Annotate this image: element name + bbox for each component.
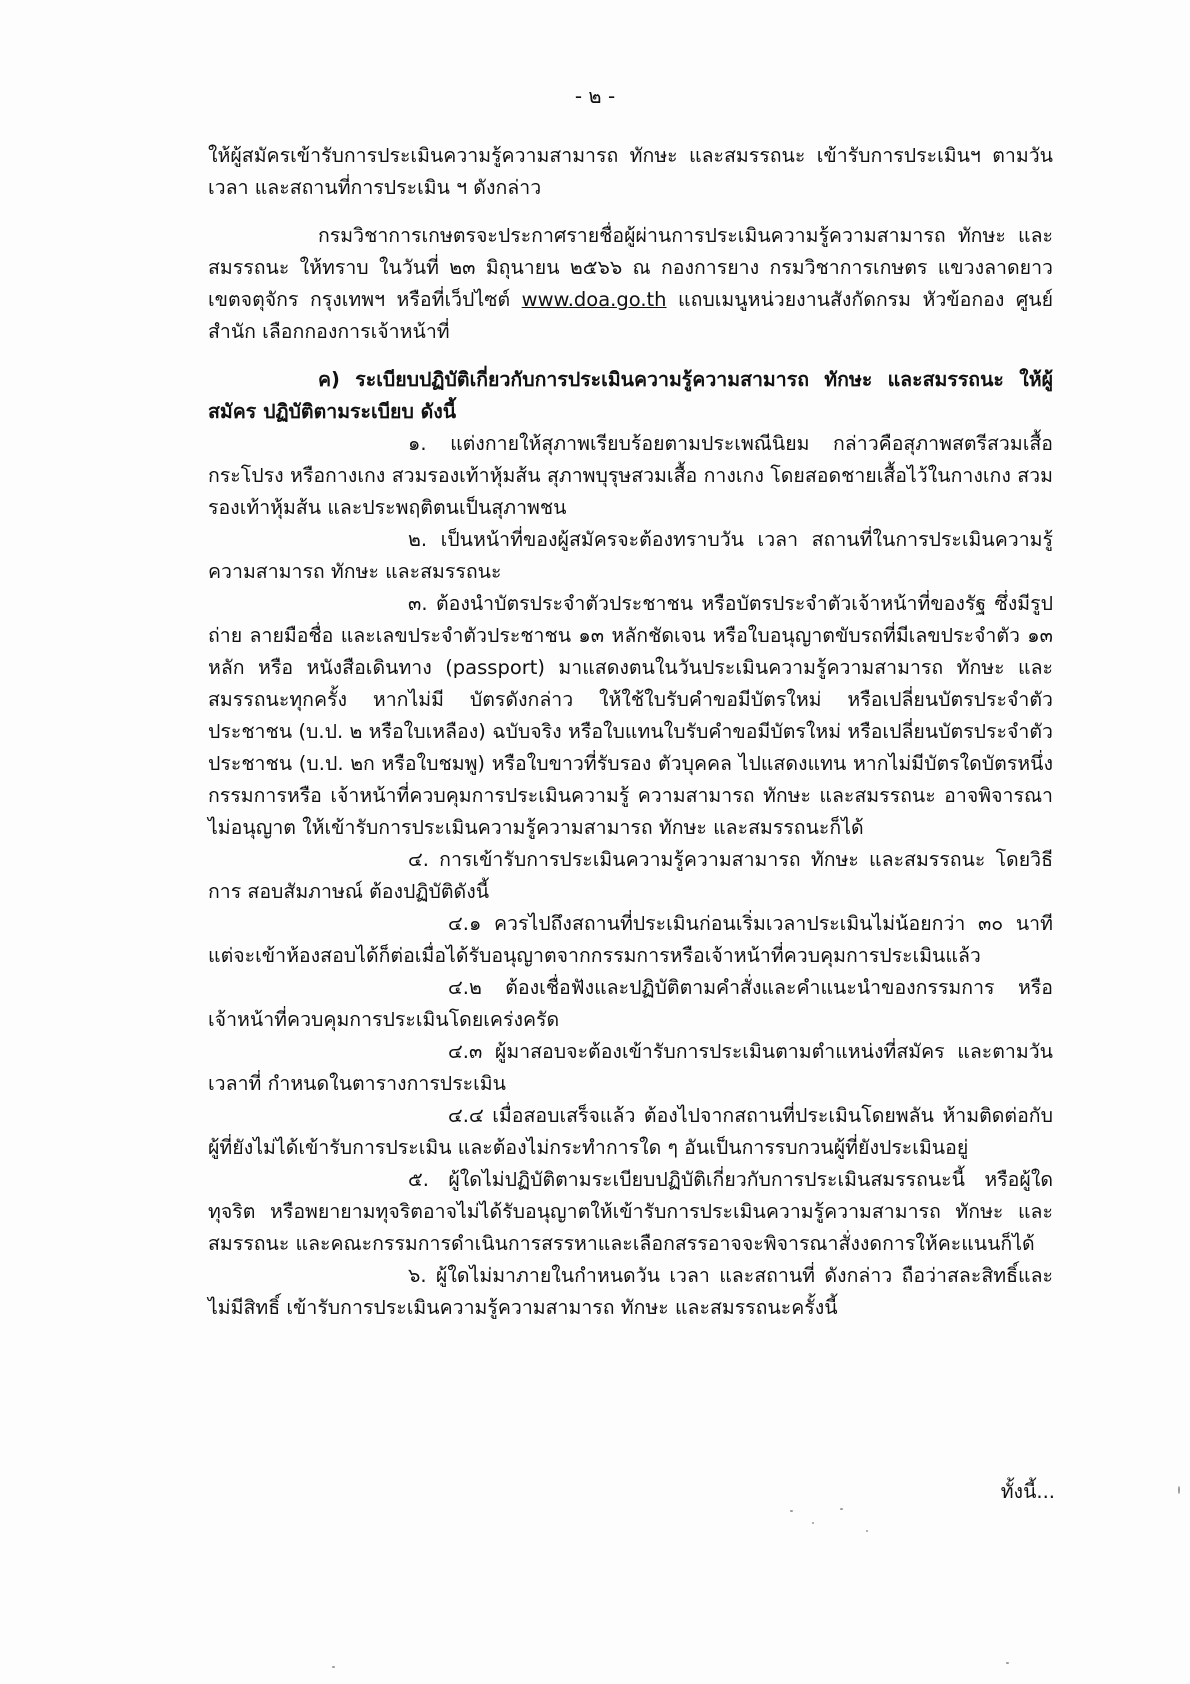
section-heading-rules: ค) ระเบียบปฏิบัติเกี่ยวกับการประเมินความรู้ความสามารถ ทักษะ และสมรรถนะ ให้ผู้สมัคร ปฏิบัติตามระเบียบ ดังนี้ <box>208 368 1053 423</box>
rule-4-2-obey: ๔.๒ ต้องเชื่อฟังและปฏิบัติตามคำสั่งและคำแนะนำของกรรมการ หรือ เจ้าหน้าที่ควบคุมการประเมินโดยเคร่งครัด <box>208 976 1053 1031</box>
rule-4-4-leave: ๔.๔ เมื่อสอบเสร็จแล้ว ต้องไปจากสถานที่ประเมินโดยพลัน ห้ามติดต่อกับ ผู้ที่ยังไม่ได้เข้ารับการประเมิน และต้องไม่กระทำการใด ๆ อันเป็นการรบกวนผู้ที่ยังประเมินอยู่ <box>208 1104 1053 1159</box>
rule-2-schedule: ๒. เป็นหน้าที่ของผู้สมัครจะต้องทราบวัน เวลา สถานที่ในการประเมินความรู้ ความสามารถ ทักษะ และสมรรถนะ <box>208 528 1053 583</box>
paragraph-venue-continuation: ให้ผู้สมัครเข้ารับการประเมินความรู้ความสามารถ ทักษะ และสมรรถนะ เข้ารับการประเมินฯ ตามวัน เวลา และสถานที่การประเมิน ฯ ดังกล่าว <box>208 144 1053 199</box>
scan-speck <box>1006 1662 1009 1664</box>
announcement-text-end: แถบเมนูหน่วยงานสังกัดกรม หัวข้อกอง ศูนย์ สำนัก เลือกกองการเจ้าหน้าที่ <box>208 288 1054 343</box>
continuation-marker: ทั้งนี้... <box>1000 1480 1055 1503</box>
scan-speck <box>332 1666 335 1668</box>
announcement-text: กรมวิชาการเกษตรจะประกาศรายชื่อผู้ผ่านการประเมินความรู้ความสามารถ ทักษะ และสมรรถนะ ให้ทราบ ในวันที่ ๒๓ มิถุนายน ๒๕๖๖ ณ กองการยาง กรมวิชาการเกษตร แขวงลาดยาว เขตจตุจักร กรุงเทพฯ หรือที่เว็ปไซต์ <box>208 224 1053 311</box>
website-link[interactable]: www.doa.go.th <box>521 288 667 311</box>
scan-speck <box>866 1530 868 1532</box>
rule-4-1-arrival: ๔.๑ ควรไปถึงสถานที่ประเมินก่อนเริ่มเวลาประเมินไม่น้อยกว่า ๓๐ นาที แต่จะเข้าห้องสอบได้ก็ต่อเมื่อได้รับอนุญาตจากกรรมการหรือเจ้าหน้าที่ควบคุมการประเมินแล้ว <box>208 912 1053 967</box>
rule-6-absence: ๖. ผู้ใดไม่มาภายในกำหนดวัน เวลา และสถานที่ ดังกล่าว ถือว่าสละสิทธิ์และไม่มีสิทธิ์ เข้ารับการประเมินความรู้ความสามารถ ทักษะ และสมรรถนะครั้งนี้ <box>208 1264 1053 1319</box>
rule-3-identification: ๓. ต้องนำบัตรประจำตัวประชาชน หรือบัตรประจำตัวเจ้าหน้าที่ของรัฐ ซึ่งมีรูปถ่าย ลายมือชื่อ และเลขประจำตัวประชาชน ๑๓ หลักชัดเจน หรือใบอนุญาตขับรถที่มีเลขประจำตัว ๑๓ หลัก หรือ หนังสือเดินทาง (passport) มาแสดงตนในวันประเมินความรู้ความสามารถ ทักษะ และสมรรถนะทุกครั้ง หากไม่มี บัตรดังกล่าว ให้ใช้ใบรับคำขอมีบัตรใหม่ หรือเปลี่ยนบัตรประจำตัวประชาชน (บ.ป. ๒ หรือใบเหลือง) ฉบับจริง หรือใบแทนใบรับคำขอมีบัตรใหม่ หรือเปลี่ยนบัตรประจำตัวประชาชน (บ.ป. ๒ก หรือใบชมพู) หรือใบขาวที่รับรอง ตัวบุคคล ไปแสดงแทน หากไม่มีบัตรใดบัตรหนึ่งกรรมการหรือ เจ้าหน้าที่ควบคุมการประเมินความรู้ ความสามารถ ทักษะ และสมรรถนะ อาจพิจารณาไม่อนุญาต ให้เข้ารับการประเมินความรู้ความสามารถ ทักษะ และสมรรถนะก็ได้ <box>208 592 1053 839</box>
scan-speck <box>1178 1486 1180 1494</box>
document-body <box>208 140 1053 1324</box>
rule-1-dress-code: ๑. แต่งกายให้สุภาพเรียบร้อยตามประเพณีนิยม กล่าวคือสุภาพสตรีสวมเสื้อ กระโปรง หรือกางเกง สวมรองเท้าหุ้มส้น สุภาพบุรุษสวมเสื้อ กางเกง โดยสอดชายเสื้อไว้ในกางเกง สวมรองเท้าหุ้มส้น และประพฤติตนเป็นสุภาพชน <box>208 432 1053 519</box>
page-number: - ๒ - <box>574 84 616 108</box>
rule-4-3-position: ๔.๓ ผู้มาสอบจะต้องเข้ารับการประเมินตามตำแหน่งที่สมัคร และตามวัน เวลาที่ กำหนดในตารางการประเมิน <box>208 1040 1053 1095</box>
scan-speck <box>790 1510 793 1512</box>
paragraph-results-announcement <box>208 220 1053 348</box>
rule-4-interview: ๔. การเข้ารับการประเมินความรู้ความสามารถ ทักษะ และสมรรถนะ โดยวิธีการ สอบสัมภาษณ์ ต้องปฏิบัติดังนี้ <box>208 848 1053 903</box>
scan-speck <box>840 1508 843 1510</box>
rule-5-misconduct: ๕. ผู้ใดไม่ปฏิบัติตามระเบียบปฏิบัติเกี่ยวกับการประเมินสมรรถนะนี้ หรือผู้ใดทุจริต หรือพยายามทุจริตอาจไม่ได้รับอนุญาตให้เข้ารับการประเมินความรู้ความสามารถ ทักษะ และสมรรถนะ และคณะกรรมการดำเนินการสรรหาและเลือกสรรอาจจะพิจารณาสั่งงดการให้คะแนนก็ได้ <box>208 1168 1053 1255</box>
scan-speck <box>812 1522 814 1524</box>
